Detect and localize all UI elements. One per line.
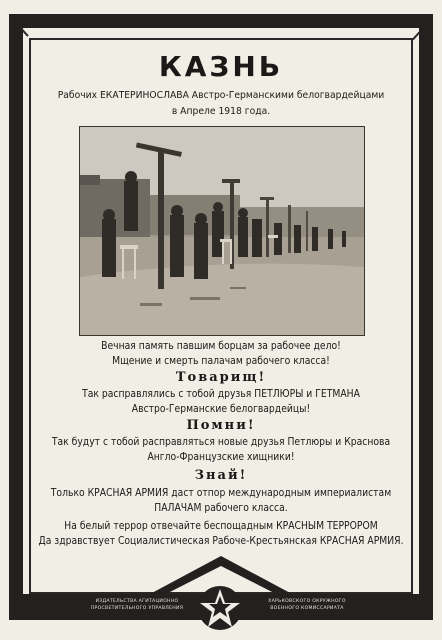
- heading-remember: Помни!: [186, 418, 256, 433]
- subtitle-line-1: Рабочих ЕКАТЕРИНОСЛАВА Австро-Германскими белогвардейцами: [57, 90, 385, 101]
- know-line-2: ПАЛАЧАМ рабочего класса.: [154, 502, 288, 514]
- poster-title: КАЗНЬ: [158, 50, 284, 83]
- imprint-left-line-1: ИЗДАТЕЛЬСТВА АГИТАЦИОННО: [95, 599, 179, 604]
- remember-line-1: Так будут с тобой расправляться новые друзья Петлюры и Краснова: [51, 436, 391, 448]
- imprint-right-line-2: ВОЕННОГО КОМИССАРИАТА: [270, 606, 344, 611]
- comrade-line-2: Австро-Германские белогвардейцы!: [131, 403, 311, 415]
- photograph-image: [80, 127, 364, 335]
- imprint-right-line-1: ХАРЬКОВСКОГО ОКРУЖНОГО: [268, 599, 346, 604]
- imprint-left-line-2: ПРОСВЕТИТЕЛЬНОГО УПРАВЛЕНИЯ: [90, 606, 184, 611]
- terror-line-1: На белый террор отвечайте беспощадным КРАСНЫМ ТЕРРОРОМ: [64, 520, 378, 532]
- comrade-line-1: Так расправлялись с тобой друзья ПЕТЛЮРЫ и ГЕТМАНА: [82, 388, 360, 400]
- terror-line-2: Да здравствует Социалистическая Рабоче-Крестьянская КРАСНАЯ АРМИЯ.: [38, 535, 404, 547]
- heading-comrade: Товарищ!: [175, 370, 267, 385]
- memory-line-2: Мщение и смерть палачам рабочего класса!: [112, 355, 330, 367]
- heading-know: Знай!: [194, 468, 248, 483]
- execution-photograph: [79, 126, 365, 336]
- know-line-1: Только КРАСНАЯ АРМИЯ даст отпор международным империалистам: [50, 487, 392, 499]
- memory-line-1: Вечная память павшим борцам за рабочее дело!: [101, 340, 341, 352]
- remember-line-2: Англо-Французские хищники!: [147, 451, 295, 463]
- subtitle-line-2: в Апреле 1918 года.: [171, 106, 271, 117]
- red-army-star-icon: [196, 584, 244, 632]
